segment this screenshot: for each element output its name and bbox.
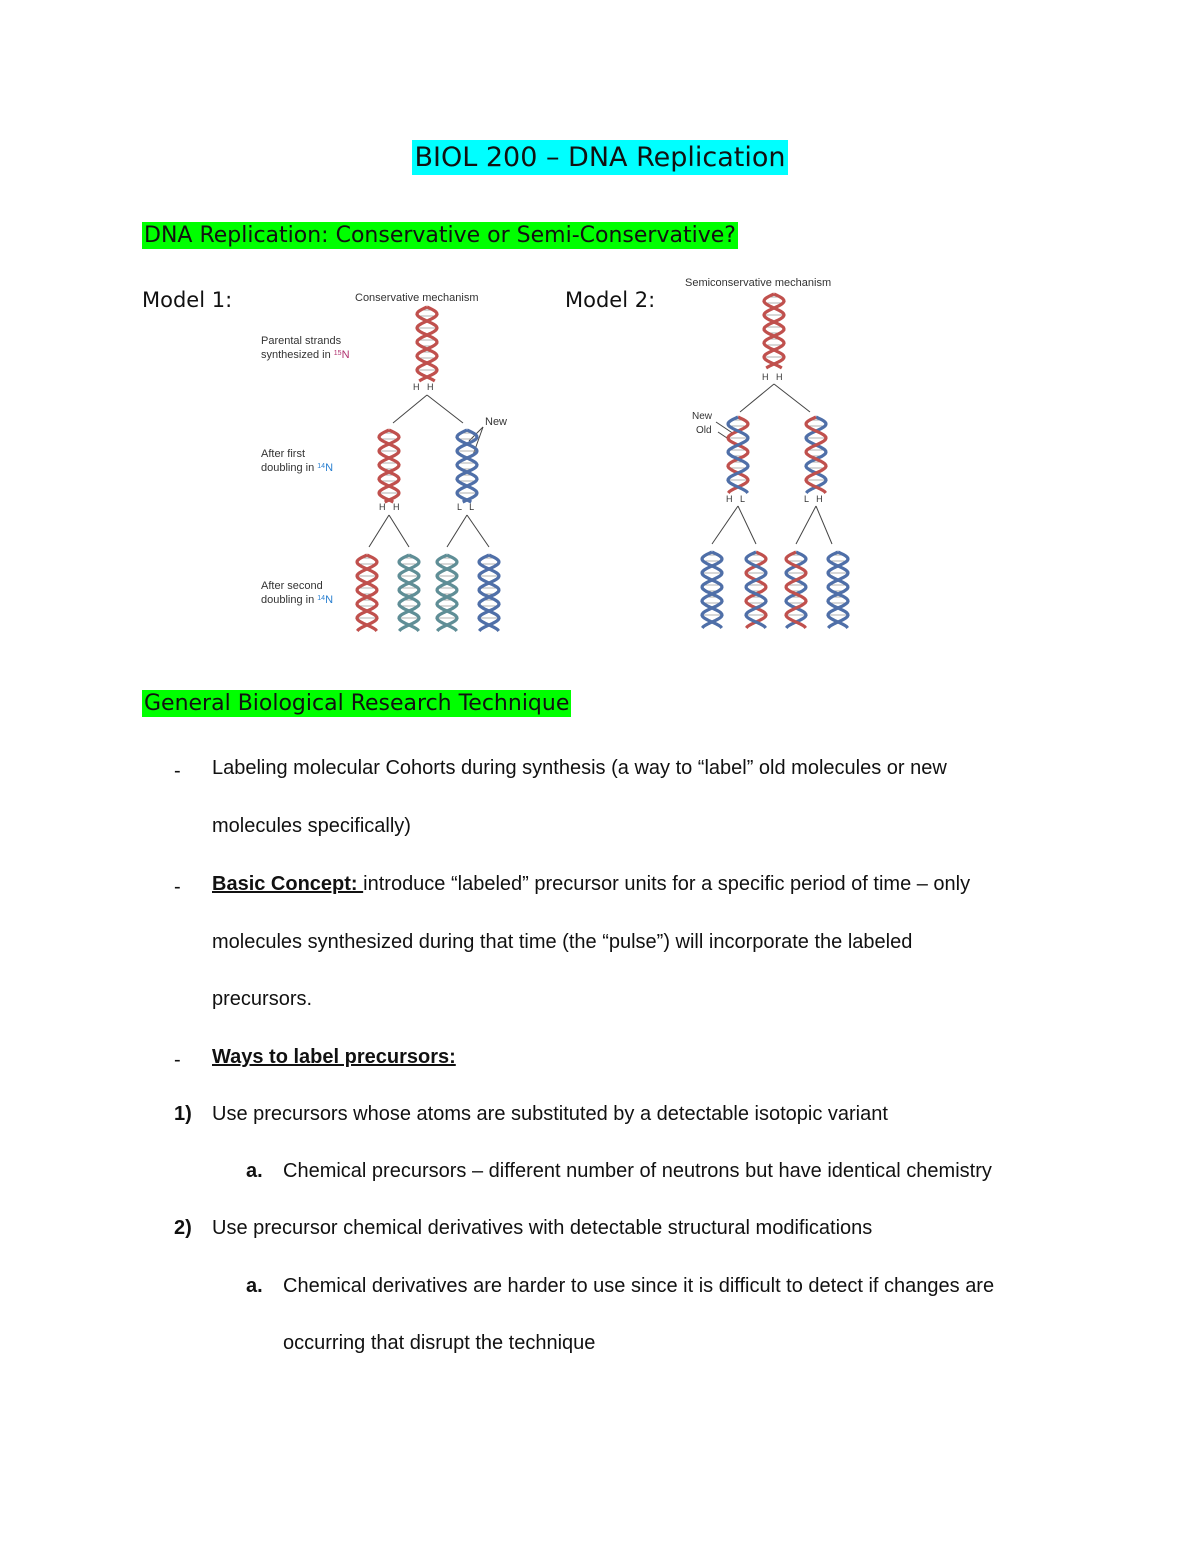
- sub-marker-2a: a.: [246, 1275, 263, 1297]
- f2-parent-helix: [764, 294, 784, 368]
- f1-gen1-heavy-helix: [379, 430, 399, 502]
- basic-concept-term: Basic Concept:: [212, 873, 364, 895]
- figure1-helices: [357, 307, 499, 631]
- figure2-new-label: New: [692, 411, 713, 422]
- figure2-hl-left: H L: [726, 494, 746, 504]
- page-title: [0, 142, 1200, 173]
- bullet-2-line-1: Basic Concept: introduce “labeled” precursor units for a specific period of time – only: [212, 873, 971, 895]
- model-2-label: Model 2:: [565, 288, 656, 312]
- bullet-1-line-2: molecules specifically): [212, 815, 411, 837]
- f1-gen2-helix-3: [437, 555, 457, 631]
- bullet-2-line-3: precursors.: [212, 988, 313, 1010]
- figure1-title: Conservative mechanism: [355, 292, 479, 304]
- f2-gen2-helix-1: [702, 552, 722, 628]
- f2-gen2-helix-2: [746, 552, 766, 628]
- f2-gen2-helix-3: [786, 552, 806, 628]
- semiconservative-mechanism-figure: [680, 272, 880, 637]
- figure1-ll-right: L L: [457, 502, 475, 512]
- figure1-parental-label-1: Parental strands: [261, 335, 342, 347]
- bullet-1-line-1: Labeling molecular Cohorts during synthesis (a way to “label” old molecules or new: [212, 757, 947, 779]
- f2-gen1-helix-right: [806, 417, 826, 493]
- f1-gen2-helix-2: [399, 555, 419, 631]
- numbered-item-1: Use precursors whose atoms are substituted by a detectable isotopic variant: [212, 1103, 888, 1125]
- f1-parent-helix: [417, 307, 437, 381]
- numbered-item-2: Use precursor chemical derivatives with detectable structural modifications: [212, 1217, 873, 1239]
- f1-gen2-helix-1: [357, 555, 377, 631]
- figure1-new-label: New: [485, 416, 508, 428]
- figure2-title: Semiconservative mechanism: [685, 277, 832, 289]
- page-title-text: BIOL 200 – DNA Replication: [414, 142, 786, 173]
- ways-to-label-term: Ways to label precursors:: [212, 1046, 456, 1068]
- figure1-second-label-1: After second: [261, 580, 323, 592]
- bullet-dash-1: -: [174, 760, 181, 782]
- sub-item-1a: Chemical precursors – different number of neutrons but have identical chemistry: [283, 1160, 992, 1182]
- figure2-lh-right: L H: [804, 494, 823, 504]
- sub-marker-1a: a.: [246, 1160, 263, 1182]
- figure2-old-label: Old: [696, 425, 712, 436]
- f2-gen1-helix-left: [728, 417, 748, 493]
- figure1-hh-left: H H: [379, 502, 400, 512]
- model-1-label: Model 1:: [142, 288, 233, 312]
- figure1-first-label-1: After first: [261, 448, 306, 460]
- figure1-second-label-2: doubling in $^{14}$N: [261, 594, 334, 606]
- bullet-2-line-2: molecules synthesized during that time (the “pulse”) will incorporate the labeled: [212, 931, 913, 953]
- figure2-hh-top: H H: [762, 372, 783, 382]
- f1-gen2-helix-4: [479, 555, 499, 631]
- f1-gen1-light-helix: [457, 430, 477, 502]
- numbered-marker-2: 2): [174, 1217, 192, 1239]
- sub-item-2a-line-1: Chemical derivatives are harder to use since it is difficult to detect if changes are: [283, 1275, 995, 1297]
- sub-item-2a-line-2: occurring that disrupt the technique: [283, 1332, 596, 1354]
- conservative-mechanism-figure: [255, 285, 525, 645]
- figure1-first-label-2: doubling in $^{14}$N: [261, 462, 334, 474]
- section-heading-technique: General Biological Research Technique: [144, 691, 570, 716]
- figure1-parental-label-2: synthesized in $^{15}$N: [261, 349, 350, 361]
- bullet-dash-3: -: [174, 1049, 181, 1071]
- f2-gen2-helix-4: [828, 552, 848, 628]
- bullet-dash-2: -: [174, 876, 181, 898]
- figure1-hh-top: H H: [413, 382, 434, 392]
- section-heading-replication: DNA Replication: Conservative or Semi-Conservative?: [144, 223, 736, 248]
- figure2-helices: [702, 294, 848, 628]
- numbered-marker-1: 1): [174, 1103, 192, 1125]
